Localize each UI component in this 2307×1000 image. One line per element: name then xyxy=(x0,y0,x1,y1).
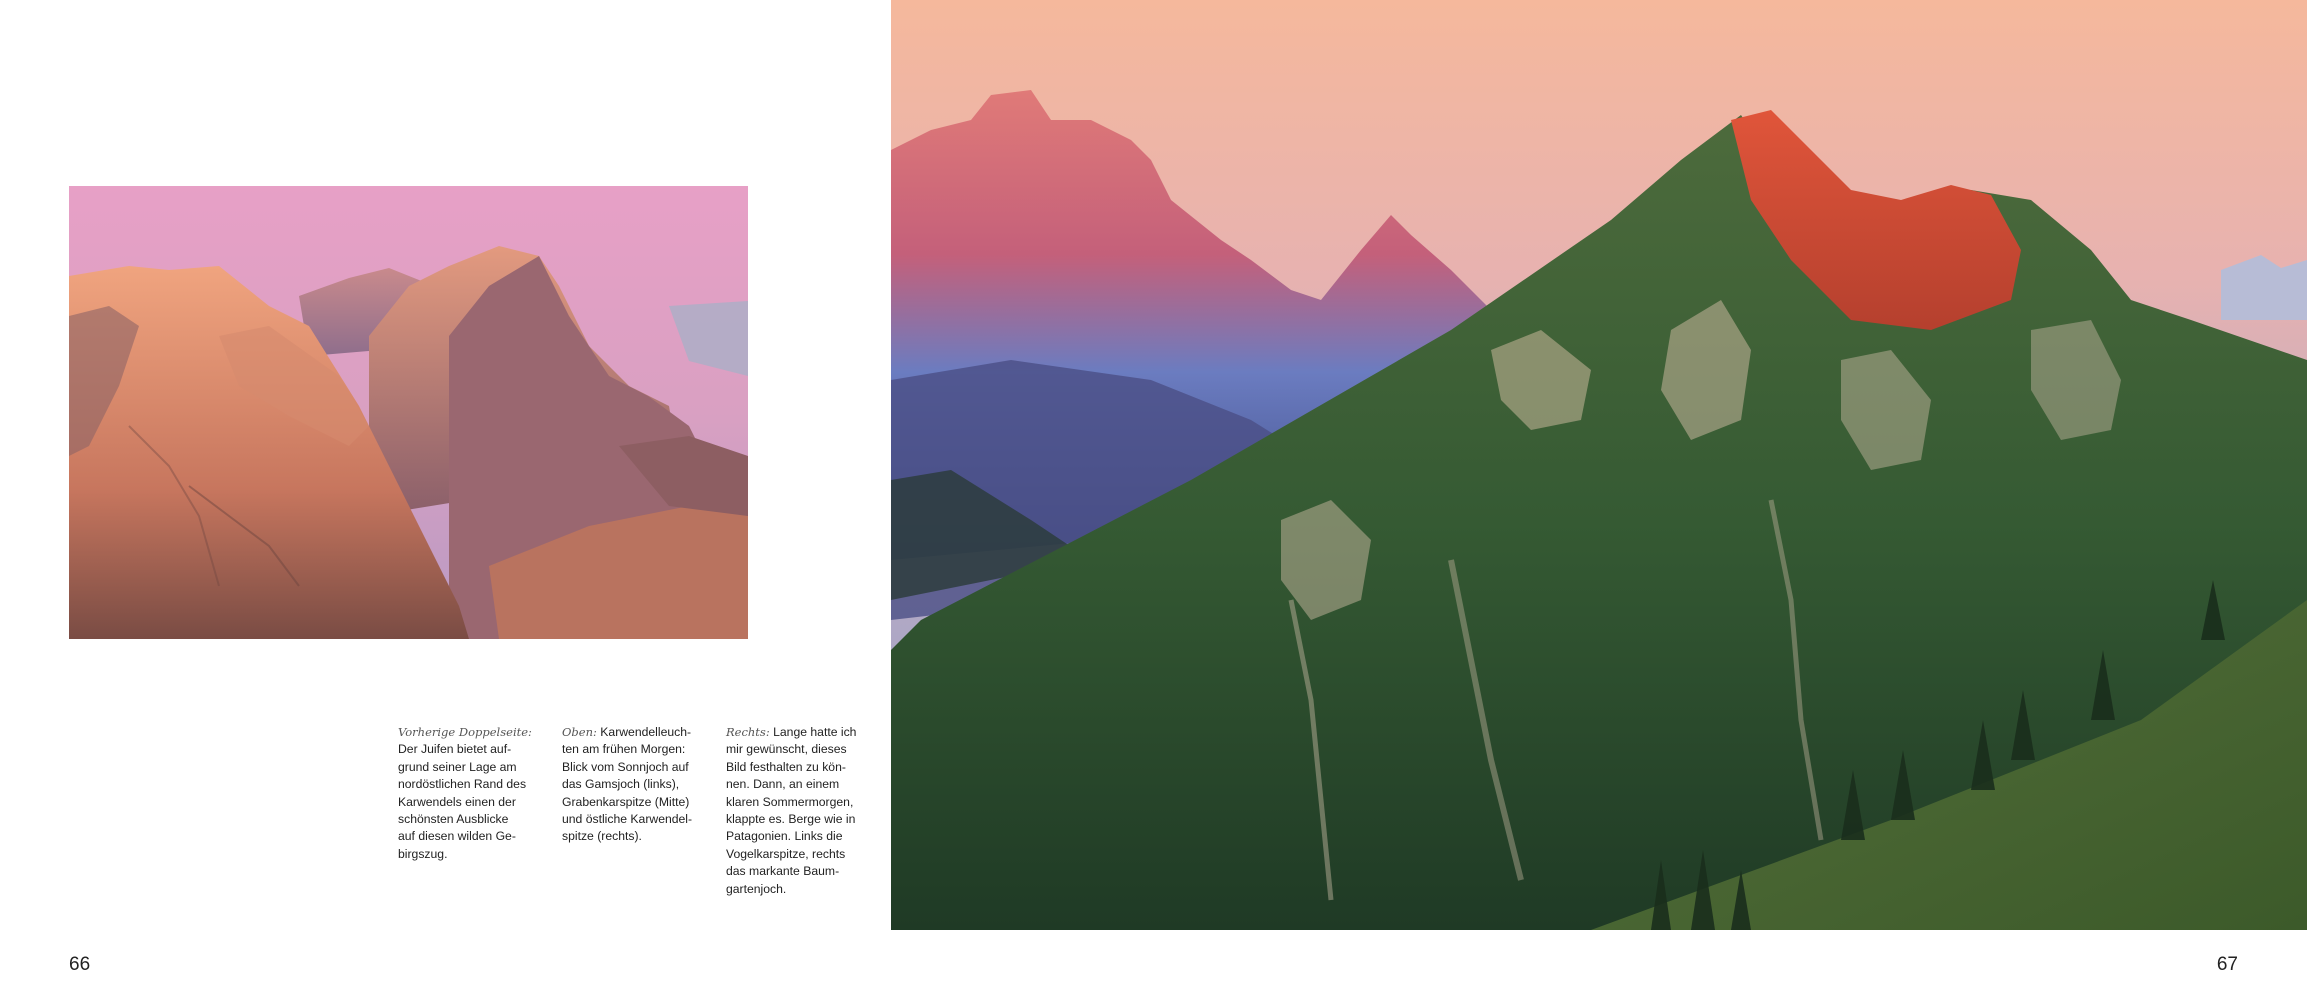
caption-line: Vogelkarspitze, rechts xyxy=(726,846,846,861)
caption-line: auf diesen wilden Ge- xyxy=(398,829,516,844)
caption-line: grund seiner Lage am xyxy=(398,759,517,774)
caption-line: ten am frühen Morgen: xyxy=(562,742,686,757)
page-number-left: 66 xyxy=(69,954,91,975)
caption-line: Bild festhalten zu kön- xyxy=(726,759,846,774)
caption-line: das markante Baum- xyxy=(726,864,840,879)
mountain-landscape-image xyxy=(69,186,748,639)
caption-line: schönsten Ausblicke xyxy=(398,812,509,827)
caption-line: Grabenkarspitze (Mitte) xyxy=(562,794,690,809)
caption-top xyxy=(562,724,702,846)
caption-line: birgszug. xyxy=(398,846,448,861)
caption-lead: Oben: xyxy=(562,725,597,739)
caption-line: Der Juifen bietet auf- xyxy=(398,742,512,757)
caption-line: das Gamsjoch (links), xyxy=(562,777,680,792)
caption-line: Lange hatte ich xyxy=(773,725,857,739)
caption-right xyxy=(726,724,866,898)
caption-lead: Rechts: xyxy=(726,725,770,739)
caption-line: Blick vom Sonnjoch auf xyxy=(562,759,689,774)
caption-line: mir gewünscht, dieses xyxy=(726,742,847,757)
caption-line: spitze (rechts). xyxy=(562,829,642,844)
green-ridge-photo xyxy=(891,0,2307,930)
caption-lead: Vorherige Doppelseite: xyxy=(398,725,532,739)
mountain-ridge-image xyxy=(891,0,2307,930)
caption-previous-spread xyxy=(398,724,538,863)
caption-line: nordöstlichen Rand des xyxy=(398,777,527,792)
left-page xyxy=(0,0,891,1000)
caption-line: Patagonien. Links die xyxy=(726,829,843,844)
caption-line: nen. Dann, an einem xyxy=(726,777,840,792)
caption-line: Karwendelleuch- xyxy=(600,725,692,739)
alpenglow-photo xyxy=(69,186,748,639)
caption-line: klaren Sommermorgen, xyxy=(726,794,854,809)
caption-line: Karwendels einen der xyxy=(398,794,516,809)
page-number-right: 67 xyxy=(2216,954,2238,975)
caption-line: gartenjoch. xyxy=(726,881,787,896)
caption-line: klappte es. Berge wie in xyxy=(726,812,856,827)
caption-line: und östliche Karwendel- xyxy=(562,812,693,827)
